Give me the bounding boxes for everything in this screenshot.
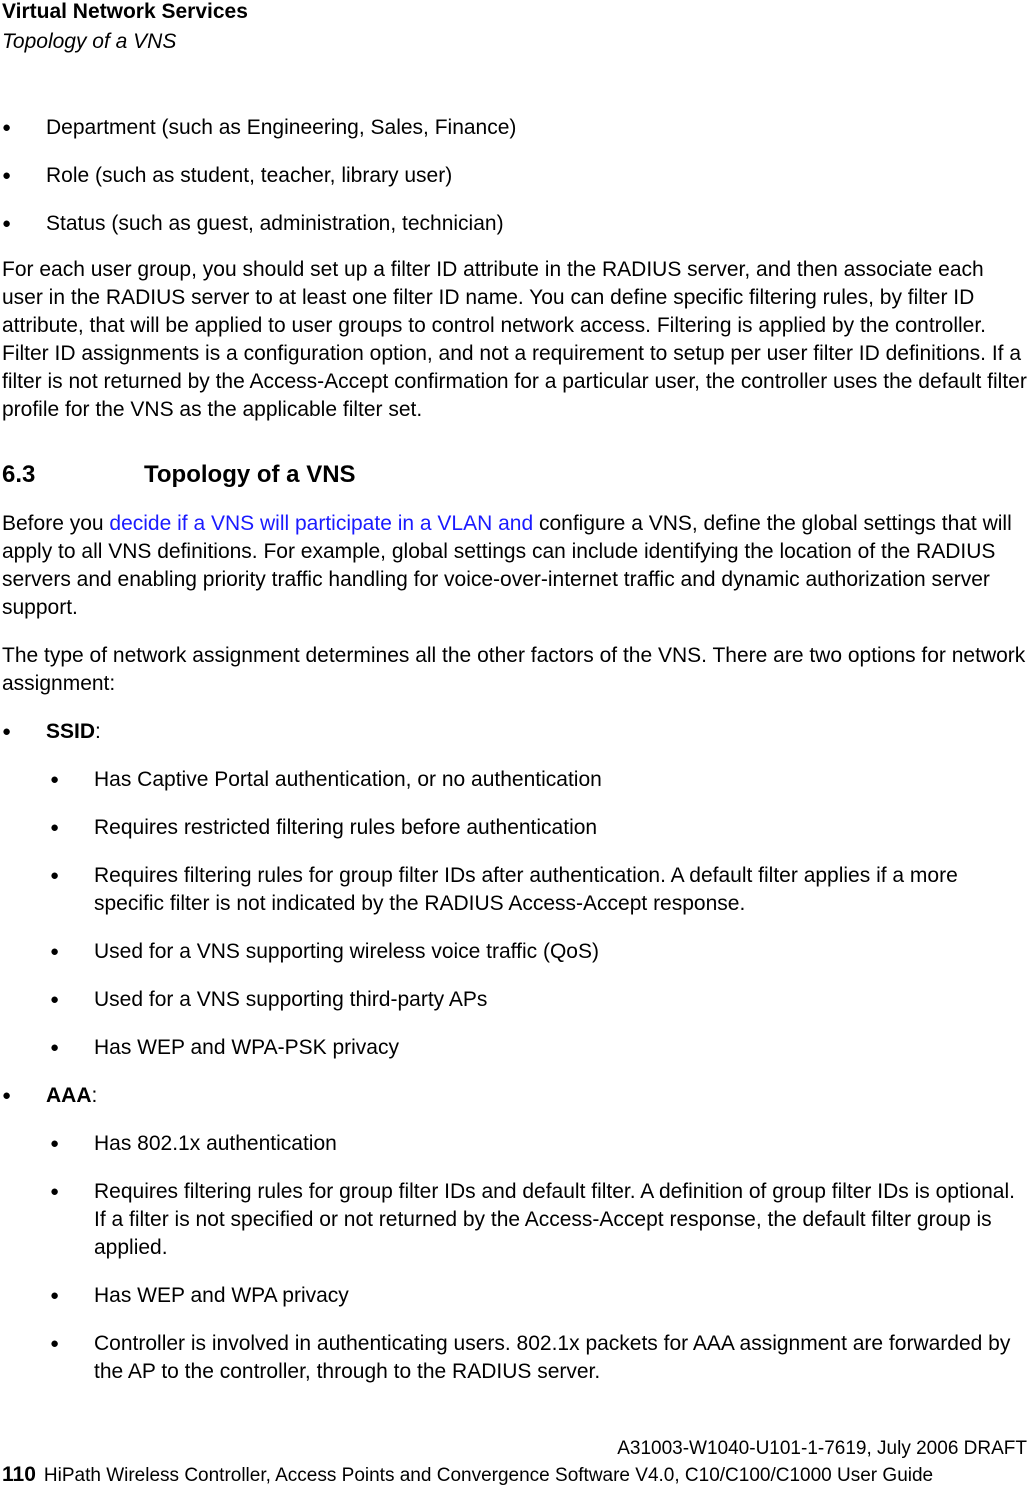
assignment-paragraph: The type of network assignment determines all the other factors of the VNS. There are two options for network assignment: <box>2 644 1026 695</box>
running-header-title: Virtual Network Services <box>2 0 248 23</box>
page-number: 110 <box>2 1463 36 1486</box>
sub-list-item <box>2 1330 1027 1386</box>
sub-list-item <box>2 814 1027 842</box>
list-item-text: Requires filtering rules for group filter IDs and default filter. A definition of group filter IDs is optional. If a filter is not specified or not returned by the Access-Accept response, the default filter group is applied. <box>94 1180 1015 1259</box>
label-colon: : <box>91 1084 98 1107</box>
bullet-icon: ● <box>50 1183 60 1200</box>
ssid-label: SSID <box>46 720 96 743</box>
bullet-icon: ● <box>50 819 60 836</box>
list-item-text: Has 802.1x authentication <box>94 1132 337 1155</box>
vlan-participation-link[interactable]: decide if a VNS will participate in a VLAN and <box>109 512 534 535</box>
running-header-subtitle: Topology of a VNS <box>2 30 177 53</box>
list-item-text: Has Captive Portal authentication, or no authentication <box>94 768 602 791</box>
bullet-icon: ● <box>50 867 60 884</box>
section-heading <box>2 460 1027 490</box>
list-item-text: Used for a VNS supporting wireless voice traffic (QoS) <box>94 940 599 963</box>
list-item-text: Status (such as guest, administration, technician) <box>46 212 504 235</box>
list-item <box>2 162 1027 190</box>
list-item-text: Requires filtering rules for group filter IDs after authentication. A default filter applies if a more specific filter is not indicated by the RADIUS Access-Accept response. <box>94 864 958 915</box>
sub-list-item <box>2 1130 1027 1158</box>
bullet-icon: ● <box>50 1335 60 1352</box>
page-body <box>2 114 1027 1406</box>
bullet-icon: ● <box>50 1039 60 1056</box>
bullet-icon: ● <box>2 119 12 136</box>
guide-title: HiPath Wireless Controller, Access Points and Convergence Software V4.0, C10/C100/C1000 User Guide <box>43 1465 934 1486</box>
aaa-list-item <box>2 1082 1027 1110</box>
list-item-text: Has WEP and WPA privacy <box>94 1284 349 1307</box>
bullet-icon: ● <box>2 1087 12 1104</box>
section-number: 6.3 <box>2 461 36 488</box>
footer-doc-id: A31003-W1040-U101-1-7619, July 2006 DRAFT <box>617 1438 1027 1459</box>
filter-paragraph: For each user group, you should set up a filter ID attribute in the RADIUS server, and then associate each user in the RADIUS server to at least one filter ID name. You can define specific filtering rules, by filter ID attribute, that will be applied to user groups to control network access. Filtering is applied by the controller. Filter ID assignments is a configuration option, and not a requirement to setup per user filter ID definitions. If a filter is not returned by the Access-Accept confirmation for a particular user, the controller uses the default filter profile for the VNS as the applicable filter set. <box>2 258 1027 421</box>
list-item-text: Role (such as student, teacher, library user) <box>46 164 453 187</box>
paragraph-text-end: configure a VNS, define the global settings that will apply to all VNS definitions. For example, global settings can include identifying the location of the RADIUS servers and enabling priority traffic handling for voice-over-internet traffic and dynamic authorization server support. <box>2 512 1012 619</box>
label-colon: : <box>95 720 101 743</box>
list-item-text: Has WEP and WPA-PSK privacy <box>94 1036 399 1059</box>
sub-list-item <box>2 862 1027 918</box>
footer <box>2 1464 1027 1487</box>
sub-list-item <box>2 938 1027 966</box>
bullet-icon: ● <box>2 167 12 184</box>
sub-list-item <box>2 986 1027 1014</box>
sub-list-item <box>2 1178 1027 1262</box>
intro-paragraph <box>2 510 1027 622</box>
paragraph-text-start: Before you <box>2 512 110 535</box>
bullet-icon: ● <box>2 215 12 232</box>
sub-list-item <box>2 1282 1027 1310</box>
bullet-icon: ● <box>50 943 60 960</box>
list-item <box>2 114 1027 142</box>
bullet-icon: ● <box>50 1287 60 1304</box>
list-item-text: Used for a VNS supporting third-party APs <box>94 988 488 1011</box>
bullet-icon: ● <box>50 1135 60 1152</box>
aaa-label: AAA <box>46 1084 92 1107</box>
ssid-list-item <box>2 718 1027 746</box>
sub-list-item <box>2 766 1027 794</box>
bullet-icon: ● <box>50 991 60 1008</box>
list-item-text: Controller is involved in authenticating users. 802.1x packets for AAA assignment are forwarded by the AP to the controller, through to the RADIUS server. <box>94 1332 1011 1383</box>
list-item <box>2 210 1027 238</box>
sub-list-item <box>2 1034 1027 1062</box>
list-item-text: Department (such as Engineering, Sales, Finance) <box>46 116 517 139</box>
bullet-icon: ● <box>2 723 12 740</box>
bullet-icon: ● <box>50 771 60 788</box>
list-item-text: Requires restricted filtering rules before authentication <box>94 816 598 839</box>
section-title: Topology of a VNS <box>144 461 356 488</box>
